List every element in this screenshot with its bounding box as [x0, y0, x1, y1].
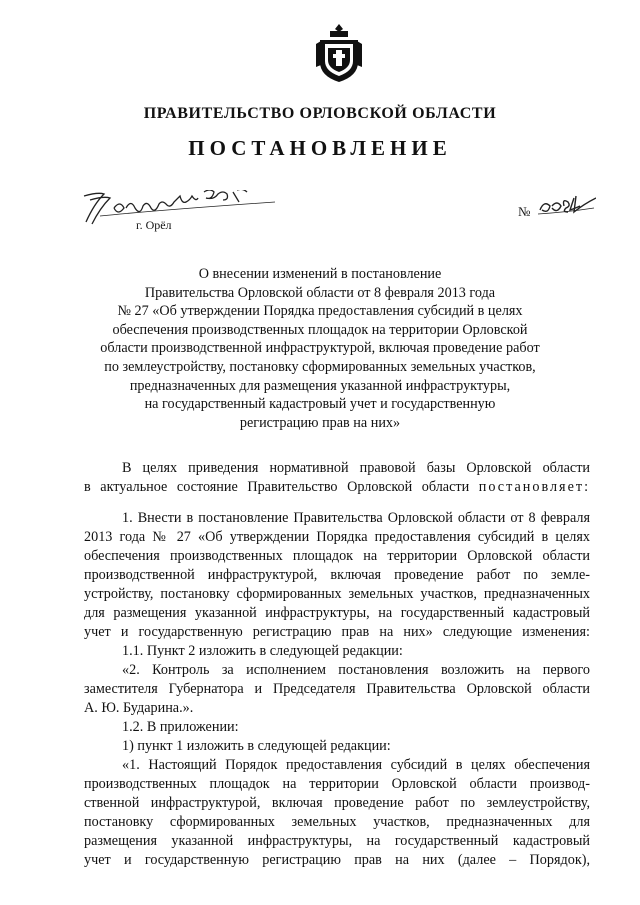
preamble-spaced-verb: постановляет:	[478, 479, 591, 495]
title-line: на государственный кадастровый учет и государственную	[144, 396, 496, 413]
title-line: О внесении изменений в постановление	[198, 266, 442, 282]
title-line: обеспечения производственных площадок на территории Орловской	[112, 321, 528, 338]
body-line: производственных площадок на территории Орловской области производ-	[84, 776, 590, 792]
body-line: обеспечения производственных площадок на территории Орловской области	[84, 548, 590, 564]
body-line: размещения указанной инфраструктуры, на государственный кадастровый	[84, 833, 590, 849]
preamble-line: В целях приведения нормативной правовой базы Орловской области	[122, 460, 590, 476]
body-line: заместителя Губернатора и Председателя Правительства Орловской области	[84, 681, 590, 697]
title-line: области производственной инфраструктурой, включая проведение работ	[100, 340, 540, 357]
title-line: № 27 «Об утверждении Порядка предоставления субсидий в целях	[117, 303, 523, 320]
title-line: по землеустройству, постановку сформированных земельных участков,	[104, 358, 536, 375]
body-line: 1.1. Пункт 2 изложить в следующей редакции:	[122, 643, 403, 659]
body-line: А. Ю. Бударина.».	[84, 700, 194, 716]
handwritten-date-signature	[80, 190, 280, 226]
document-type: ПОСТАНОВЛЕНИЕ	[188, 136, 452, 160]
orel-coat-of-arms-icon	[316, 22, 362, 84]
body-line: постановку сформированных земельных участков, предназначенных для	[84, 814, 590, 830]
preamble-line	[84, 478, 590, 497]
decree-title	[60, 265, 580, 432]
body-line: 2013 года № 27 «Об утверждении Порядка предоставления субсидий в целях	[84, 529, 590, 545]
body-line: производственной инфраструктурой, включая проведение работ по земле-	[84, 567, 590, 583]
handwritten-number-signature	[536, 192, 596, 222]
title-line: регистрацию прав на них»	[239, 414, 401, 431]
body-line: 1. Внести в постановление Правительства Орловской области от 8 февраля	[122, 510, 590, 526]
city-label: г. Орёл	[136, 218, 172, 232]
title-line: предназначенных для размещения указанной инфраструктуры,	[129, 377, 511, 394]
body-line: учет и государственную регистрацию прав на них (далее – Порядок),	[84, 852, 590, 868]
body-line: ственной инфраструктурой, включая проведение работ по землеустройству,	[84, 795, 590, 811]
document-body	[84, 459, 590, 870]
body-line: учет и государственную регистрацию прав на них» следующие изменения:	[84, 624, 590, 640]
body-line: 1.2. В приложении:	[122, 719, 239, 735]
title-line: Правительства Орловской области от 8 февраля 2013 года	[144, 284, 496, 301]
body-line: 1) пункт 1 изложить в следующей редакции:	[122, 738, 391, 754]
number-label: №	[518, 204, 531, 219]
government-name: ПРАВИТЕЛЬСТВО ОРЛОВСКОЙ ОБЛАСТИ	[143, 105, 497, 122]
body-line: «1. Настоящий Порядок предоставления субсидий в целях обеспечения	[122, 757, 590, 773]
preamble-text: в актуальное состояние Правительство Орловской области	[84, 479, 470, 495]
body-line: «2. Контроль за исполнением постановления возложить на первого	[122, 662, 590, 678]
body-line: устройству, постановку сформированных земельных участков, предназначенных	[84, 586, 590, 602]
body-line: для размещения указанной инфраструктуры, на государственный кадастровый	[84, 605, 590, 621]
